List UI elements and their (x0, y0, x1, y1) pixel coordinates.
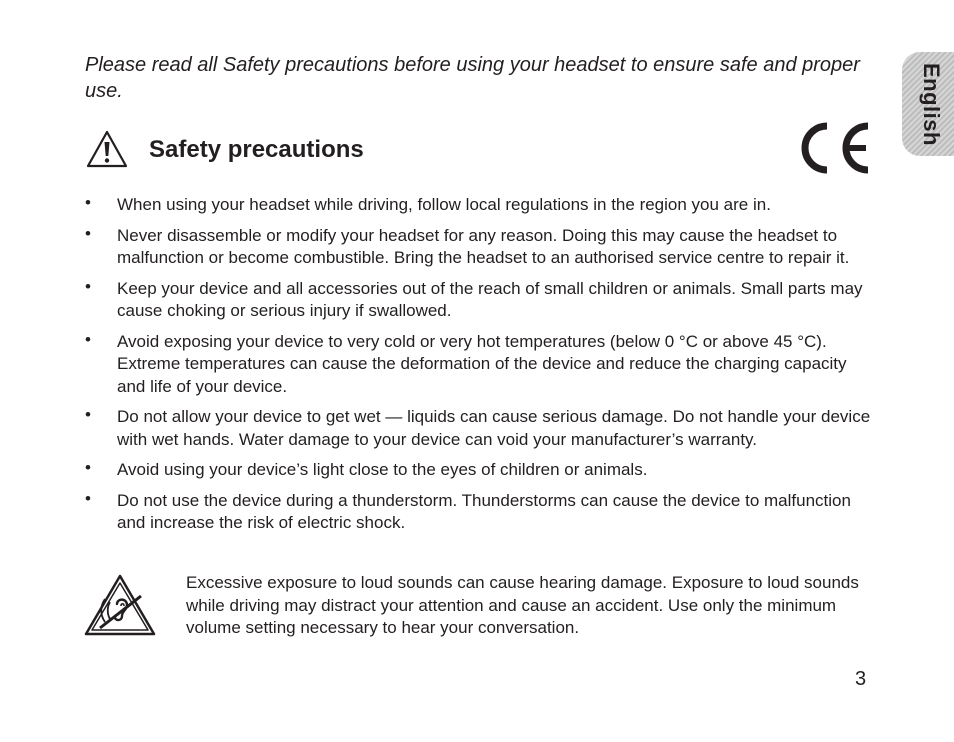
safety-list (85, 194, 875, 543)
language-tab (902, 52, 954, 156)
ce-mark-icon (792, 118, 872, 178)
list-item: • Avoid exposing your device to very cold or very hot temperatures (below 0 °C or above 45 °C). Extreme temperatures can cause the deformation of the device and reduce the charging capacity and life of your device. (85, 329, 847, 396)
warning-triangle-icon (85, 129, 129, 169)
language-label: English (919, 62, 944, 146)
list-item: • Do not allow your device to get wet — liquids can cause serious damage. Do not handle your device with wet hands. Water damage to your device can void your manufacturer’s warranty. (85, 405, 871, 449)
list-item: • Avoid using your device’s light close to the eyes of children or animals. (85, 458, 648, 479)
hearing-damage-warning-icon (84, 574, 156, 636)
page-number: 3 (855, 668, 867, 690)
list-item: • Keep your device and all accessories out of the reach of small children or animals. Small parts may cause choking or serious injury if swallowed. (85, 276, 863, 320)
list-item: • Do not use the device during a thunderstorm. Thunderstorms can cause the device to malfunction and increase the risk of electric shock. (85, 488, 851, 532)
list-item: • When using your headset while driving, follow local regulations in the region you are in. (85, 193, 771, 214)
section-title: Safety precautions (149, 136, 364, 163)
hearing-warning-text: Excessive exposure to loud sounds can cause hearing damage. Exposure to loud sounds while driving may distract your attention and cause an accident. Use only the minimum volume setting necessary to hear your conversation. (186, 573, 859, 637)
intro-text: Please read all Safety precautions before using your headset to ensure safe and proper use. (85, 54, 860, 102)
list-item: • Never disassemble or modify your headset for any reason. Doing this may cause the headset to malfunction or become combustible. Bring the headset to an authorised service centre to repair it. (85, 223, 850, 267)
